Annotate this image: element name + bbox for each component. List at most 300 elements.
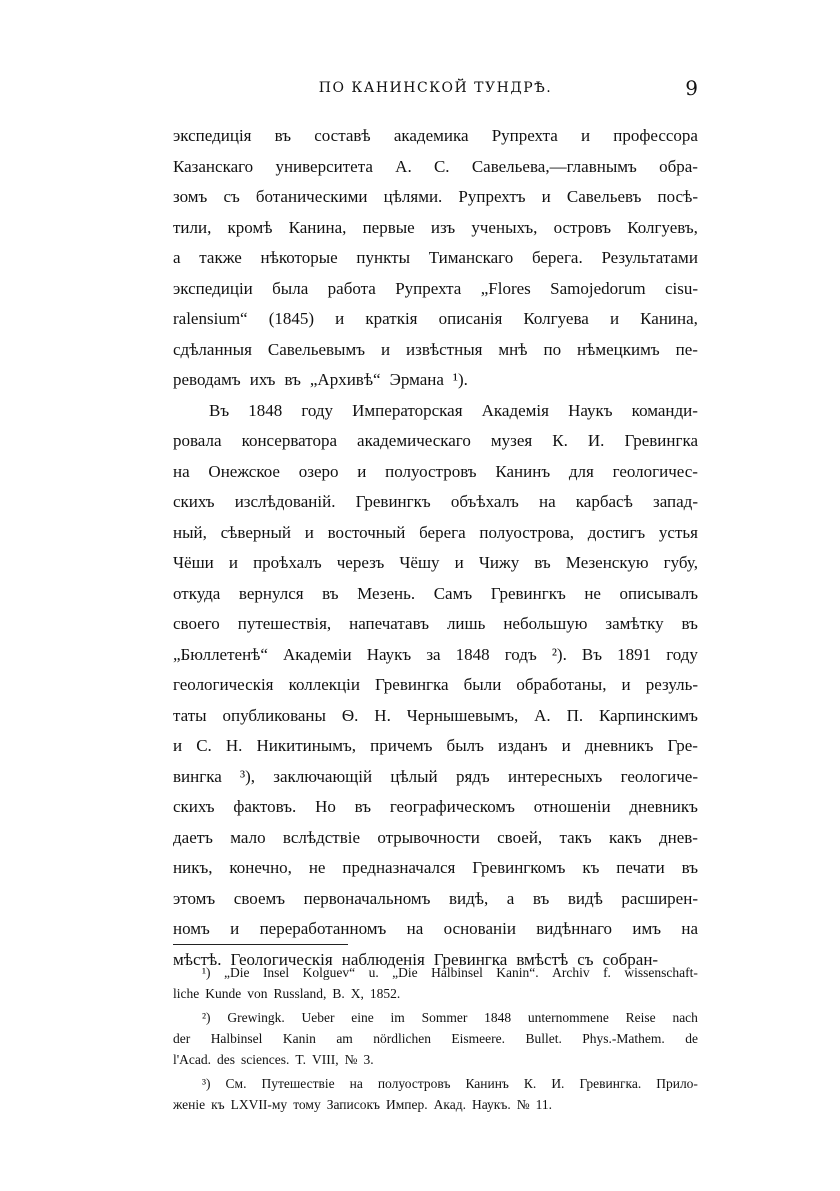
- word: (1845): [268, 309, 315, 328]
- word: въ: [322, 583, 339, 603]
- word: и: [228, 553, 238, 572]
- word: пункты: [356, 248, 410, 267]
- word: и: [541, 187, 551, 206]
- word: Тиманскаго: [428, 248, 514, 267]
- word: резуль-: [645, 675, 698, 694]
- body-line: [173, 213, 698, 244]
- word: небольшую: [503, 614, 588, 633]
- word: обработаны,: [516, 675, 607, 694]
- word: №: [344, 1052, 358, 1067]
- word: Гревингкъ: [355, 492, 431, 511]
- word: ученыхъ,: [471, 217, 538, 237]
- word: на: [406, 919, 424, 938]
- word: Самъ: [433, 583, 473, 603]
- word: географическомъ: [389, 797, 515, 816]
- word: И.: [551, 1076, 565, 1091]
- running-head: [173, 76, 698, 102]
- body-line: [173, 396, 698, 427]
- body-line: [173, 762, 698, 793]
- word: причемъ: [370, 736, 433, 755]
- word: посѣ-: [657, 187, 698, 206]
- word: 1852.: [369, 986, 401, 1001]
- word: предназначался: [342, 858, 456, 877]
- word: сѣверный: [220, 522, 291, 542]
- word: скихъ: [173, 797, 215, 816]
- word: въ: [681, 858, 698, 877]
- word: Insel: [262, 965, 290, 980]
- word: видѣннаго: [536, 919, 613, 938]
- word: вингка: [173, 766, 222, 786]
- word: Гре-: [667, 736, 698, 755]
- word: какъ: [609, 827, 642, 847]
- word: X,: [350, 986, 364, 1001]
- word: Ueber: [301, 1010, 335, 1025]
- word: музея: [490, 431, 533, 450]
- word: расширен-: [621, 888, 698, 908]
- word: nördlichen: [373, 1031, 431, 1046]
- word: нѣмецкимъ: [577, 339, 660, 359]
- word: мѣстѣ.: [173, 949, 222, 969]
- page-number: 9: [685, 76, 698, 100]
- word: видѣ: [567, 888, 603, 908]
- word: номъ: [173, 919, 210, 938]
- word: и: [173, 736, 183, 755]
- word: объѣхалъ: [450, 492, 519, 511]
- body-line: [173, 365, 698, 396]
- word: T.: [295, 1052, 307, 1067]
- word: wissenschaft-: [624, 965, 698, 980]
- word: ¹): [202, 965, 211, 980]
- word: составѣ: [314, 126, 371, 145]
- word: И.: [587, 431, 605, 450]
- word: ²).: [551, 644, 567, 664]
- word: Halbinsel: [210, 1031, 263, 1046]
- word: коллекціи: [288, 675, 360, 694]
- word: Ѳ.: [341, 705, 359, 725]
- word: Казанскаго: [173, 156, 254, 176]
- word: была: [272, 278, 309, 298]
- word: печати: [616, 858, 665, 877]
- word: Sommer: [421, 1010, 468, 1025]
- word: тому: [293, 1097, 321, 1112]
- word: Eismeere.: [451, 1031, 506, 1046]
- word: изданъ: [497, 736, 548, 755]
- word: LXVII-му: [230, 1097, 288, 1112]
- word: черезъ: [336, 553, 385, 572]
- word: первые: [362, 217, 415, 237]
- word: озеро: [298, 461, 339, 481]
- word: ботаническими: [255, 187, 368, 206]
- word: Рупрехта: [395, 278, 462, 298]
- word: и: [454, 553, 464, 572]
- word: заключающій: [273, 766, 373, 786]
- word: Гревингка: [375, 675, 449, 694]
- body-line: [173, 182, 698, 213]
- word: первоначальномъ: [303, 888, 431, 908]
- word: переработанномъ: [259, 919, 387, 938]
- body-text: [173, 121, 698, 975]
- word: Онежское: [208, 461, 280, 481]
- word: цѣлями.: [383, 187, 443, 206]
- word: своемъ: [233, 888, 286, 908]
- word: Академіи: [283, 644, 352, 664]
- word: ³): [202, 1076, 211, 1091]
- word: А.: [395, 156, 412, 176]
- word: ровала: [173, 431, 222, 450]
- word: тили,: [173, 217, 212, 237]
- word: реводамъ: [173, 370, 241, 389]
- word: интересныхъ: [507, 766, 603, 786]
- word: „Flores: [480, 278, 531, 298]
- body-line: [173, 640, 698, 671]
- word: Reise: [625, 1010, 656, 1025]
- word: Канинъ: [495, 461, 551, 481]
- word: liche: [173, 986, 200, 1001]
- word: Эрмана: [389, 370, 444, 389]
- word: полуостровъ: [385, 461, 477, 481]
- word: Phys.-Mathem.: [582, 1031, 665, 1046]
- word: карбасѣ: [575, 492, 633, 511]
- body-line: [173, 548, 698, 579]
- word: годъ: [504, 644, 537, 664]
- word: Halbinsel: [431, 965, 483, 980]
- body-line: [173, 121, 698, 152]
- word: зомъ: [173, 187, 208, 206]
- word: Путешествіе: [261, 1076, 335, 1091]
- word: Н.: [374, 705, 391, 725]
- word: былъ: [446, 736, 484, 755]
- word: С.: [433, 156, 450, 176]
- word: и: [580, 126, 591, 145]
- word: 11.: [535, 1097, 552, 1112]
- word: этомъ: [173, 888, 216, 908]
- word: de: [685, 1031, 698, 1046]
- word: запад-: [652, 492, 698, 511]
- word: Геологическія: [230, 949, 333, 969]
- word: таты: [173, 705, 207, 725]
- body-line: [173, 823, 698, 854]
- footnote-line: [173, 1007, 698, 1028]
- body-line: [173, 884, 698, 915]
- word: изслѣдованій.: [234, 492, 336, 511]
- word: съ: [577, 949, 594, 969]
- footnote-line: [173, 1049, 698, 1070]
- word: и: [304, 522, 314, 542]
- word: Въ: [209, 400, 230, 420]
- word: Samojedorum: [550, 278, 646, 298]
- word: лишь: [446, 614, 486, 633]
- word: „Die: [224, 965, 250, 980]
- word: unternommene: [527, 1010, 609, 1025]
- word: 1848: [455, 644, 490, 664]
- body-line: [173, 701, 698, 732]
- word: собран-: [602, 949, 659, 969]
- word: Академія: [481, 400, 549, 420]
- word: „Бюллетенѣ“: [173, 644, 268, 664]
- word: даетъ: [173, 827, 213, 847]
- word: извѣстныя: [406, 339, 483, 359]
- word: А.: [534, 705, 551, 725]
- word: Мезенскую: [565, 553, 649, 572]
- word: фактовъ.: [233, 797, 297, 816]
- word: Russland,: [273, 986, 327, 1001]
- word: своего: [173, 614, 220, 633]
- word: и: [621, 675, 631, 694]
- word: а: [506, 888, 515, 908]
- word: дневникъ: [629, 797, 698, 816]
- word: Но: [315, 797, 336, 816]
- word: экспедиціи: [173, 278, 253, 298]
- word: а: [173, 248, 181, 267]
- body-line: [173, 152, 698, 183]
- word: напечатавъ: [349, 614, 429, 633]
- word: Наукъ: [568, 400, 613, 420]
- word: №: [516, 1097, 530, 1112]
- body-line: [173, 426, 698, 457]
- word: Канина,: [288, 217, 347, 237]
- word: къ: [211, 1097, 225, 1112]
- word: Канина,: [640, 309, 698, 328]
- word: вслѣдствіе: [282, 827, 361, 847]
- word: откуда: [173, 583, 221, 603]
- word: и: [561, 736, 571, 755]
- footnote-line: [173, 1094, 698, 1115]
- word: и: [380, 339, 391, 359]
- word: Прило-: [656, 1076, 698, 1091]
- word: Канинъ: [465, 1076, 509, 1091]
- word: VIII,: [312, 1052, 339, 1067]
- word: Въ: [581, 644, 603, 664]
- word: Савельевымъ: [267, 339, 365, 359]
- word: Савельевъ: [566, 187, 642, 206]
- word: по: [543, 339, 562, 359]
- word: рядъ: [455, 766, 490, 786]
- word: губу,: [663, 553, 698, 572]
- word: работа: [327, 278, 376, 298]
- word: основаніи: [443, 919, 516, 938]
- word: Kanin“.: [496, 965, 539, 980]
- word: наблюденія: [341, 949, 425, 969]
- word: и: [230, 919, 240, 938]
- word: на: [173, 461, 190, 481]
- word: опубликованы: [222, 705, 326, 725]
- word: за: [426, 644, 441, 664]
- word: пе-: [675, 339, 698, 359]
- word: Рупрехта: [491, 126, 558, 145]
- body-line: [173, 518, 698, 549]
- word: не: [584, 583, 601, 603]
- word: B.: [332, 986, 345, 1001]
- word: имъ: [632, 919, 662, 938]
- word: консерватора: [241, 431, 338, 450]
- word: сдѣланныя: [173, 339, 252, 359]
- word: am: [336, 1031, 353, 1046]
- word: Kunde: [205, 986, 242, 1001]
- body-line: [173, 731, 698, 762]
- word: описанія: [438, 309, 503, 328]
- word: полуострова,: [479, 522, 575, 542]
- body-line: [173, 914, 698, 945]
- word: мало: [230, 827, 266, 847]
- word: островъ: [553, 217, 612, 237]
- word: Колгуева: [523, 309, 589, 328]
- word: Гревингкомъ: [472, 858, 566, 877]
- word: С.: [196, 736, 212, 755]
- word: въ: [354, 797, 372, 816]
- body-line: [173, 243, 698, 274]
- word: sciences.: [241, 1052, 290, 1067]
- word: восточный: [327, 522, 406, 542]
- word: Записокъ: [326, 1097, 381, 1112]
- word: 1891: [617, 644, 652, 664]
- word: ²): [202, 1010, 211, 1025]
- word: на: [349, 1076, 363, 1091]
- body-line: [173, 579, 698, 610]
- body-line: [173, 487, 698, 518]
- word: описывалъ: [619, 583, 698, 603]
- word: cisu-: [664, 278, 698, 298]
- word: П.: [566, 705, 584, 725]
- body-line: [173, 670, 698, 701]
- word: отрывочности: [377, 827, 480, 847]
- word: никъ,: [173, 858, 213, 877]
- word: Гревингка.: [579, 1076, 642, 1091]
- word: К.: [552, 431, 568, 450]
- word: „Архивѣ“: [309, 370, 381, 389]
- word: ¹).: [452, 370, 468, 389]
- word: съ: [223, 187, 240, 206]
- word: также: [199, 248, 242, 267]
- word: въ: [532, 888, 550, 908]
- word: университета: [275, 156, 373, 176]
- word: Гревингка: [433, 949, 508, 969]
- word: въ: [681, 614, 698, 633]
- word: Наукъ: [366, 644, 412, 664]
- word: „Die: [392, 965, 418, 980]
- word: обра-: [659, 156, 698, 176]
- word: Bullet.: [525, 1031, 562, 1046]
- word: вернулся: [238, 583, 304, 603]
- word: der: [173, 1031, 191, 1046]
- word: von: [247, 986, 268, 1001]
- body-line: [173, 457, 698, 488]
- word: мнѣ: [498, 339, 528, 359]
- word: нѣкоторые: [260, 248, 338, 267]
- word: конечно,: [229, 858, 292, 877]
- word: геологическія: [173, 675, 274, 694]
- word: академическаго: [357, 431, 471, 450]
- word: проѣхалъ: [253, 553, 322, 572]
- body-line: [173, 609, 698, 640]
- word: Мезень.: [357, 583, 416, 603]
- word: Рупрехтъ: [458, 187, 526, 206]
- word: ихъ: [249, 370, 276, 389]
- word: берега: [419, 522, 466, 542]
- word: изъ: [430, 217, 456, 237]
- word: году: [666, 644, 698, 664]
- word: путешествія,: [237, 614, 332, 633]
- word: Савельева,—главнымъ: [471, 156, 637, 176]
- word: Никитинымъ,: [256, 736, 357, 755]
- word: Императорская: [352, 400, 463, 420]
- word: на: [538, 492, 556, 511]
- word: Наукъ.: [472, 1097, 511, 1112]
- word: nach: [672, 1010, 698, 1025]
- word: Н.: [225, 736, 243, 755]
- body-line: [173, 304, 698, 335]
- word: Импер.: [386, 1097, 428, 1112]
- word: Kolguev“: [302, 965, 356, 980]
- word: кромѣ: [227, 217, 273, 237]
- word: Гревингка: [624, 431, 698, 450]
- word: профессора: [613, 126, 698, 145]
- word: отношеніи: [533, 797, 611, 816]
- word: u.: [368, 965, 379, 980]
- body-line: [173, 274, 698, 305]
- word: 3.: [363, 1052, 374, 1067]
- word: Archiv: [552, 965, 590, 980]
- word: l'Acad.: [173, 1052, 212, 1067]
- word: геологичес-: [612, 461, 698, 481]
- word: устья: [658, 522, 698, 542]
- word: Чёшу: [399, 553, 440, 572]
- word: дневникъ: [584, 736, 654, 755]
- word: цѣлый: [390, 766, 438, 786]
- footnote-line: [173, 983, 698, 1004]
- word: 1848: [484, 1010, 512, 1025]
- body-line: [173, 853, 698, 884]
- word: экспедиція: [173, 126, 252, 145]
- word: ralensium“: [173, 309, 248, 328]
- word: полуостровъ: [377, 1076, 451, 1091]
- word: скихъ: [173, 492, 215, 511]
- word: im: [390, 1010, 405, 1025]
- word: были: [463, 675, 502, 694]
- footnote-line: [173, 962, 698, 983]
- word: f.: [603, 965, 611, 980]
- word: ный,: [173, 522, 207, 542]
- running-title: ПО КАНИНСКОЙ ТУНДРѢ.: [318, 80, 553, 96]
- word: 1848: [248, 400, 283, 420]
- word: вмѣстѣ: [516, 949, 569, 969]
- word: Акад.: [433, 1097, 466, 1112]
- word: не: [308, 858, 326, 877]
- word: въ: [534, 553, 551, 572]
- word: краткія: [365, 309, 418, 328]
- word: своей,: [497, 827, 543, 847]
- word: году: [301, 400, 334, 420]
- word: берега.: [531, 248, 583, 267]
- footnotes: [173, 962, 698, 1115]
- body-line: [173, 792, 698, 823]
- word: къ: [582, 858, 600, 877]
- word: и: [357, 461, 367, 481]
- word: Колгуевъ,: [627, 217, 698, 237]
- word: команди-: [631, 400, 698, 420]
- word: для: [568, 461, 594, 481]
- word: Чернышевымъ,: [406, 705, 519, 725]
- word: академика: [393, 126, 469, 145]
- word: въ: [274, 126, 292, 145]
- footnote-line: [173, 1028, 698, 1049]
- word: ³),: [240, 766, 256, 786]
- footnote-line: [173, 1073, 698, 1094]
- word: на: [681, 919, 698, 938]
- word: Чёши: [173, 553, 214, 572]
- word: видѣ,: [448, 888, 489, 908]
- word: женіе: [173, 1097, 206, 1112]
- word: достигъ: [587, 522, 646, 542]
